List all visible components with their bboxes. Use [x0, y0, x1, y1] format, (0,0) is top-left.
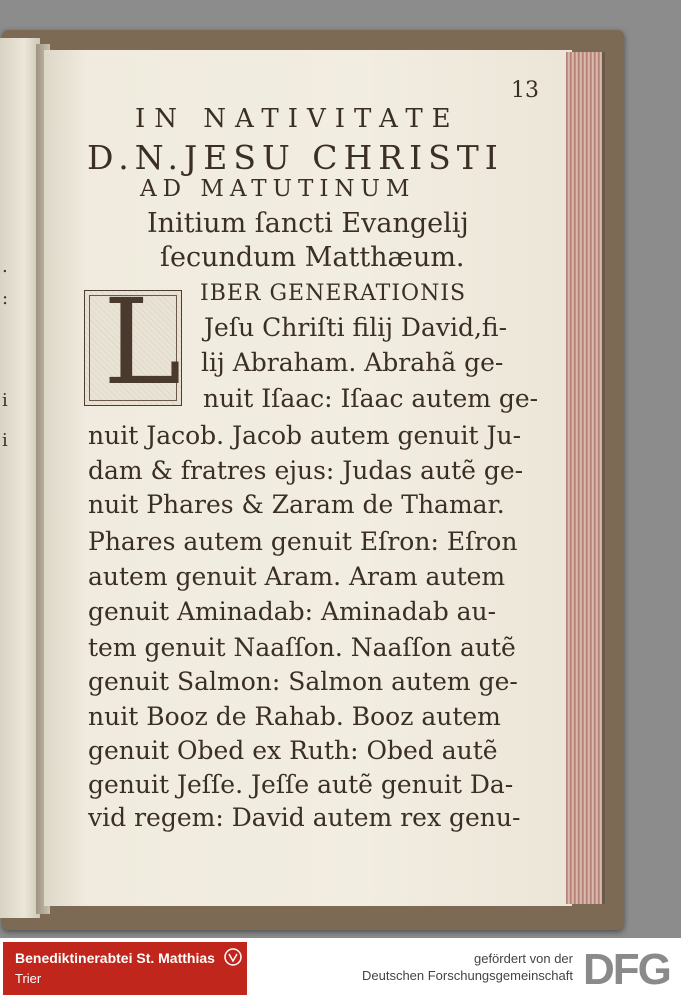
funding-line-2: Deutschen Forschungsgemeinschaft — [361, 968, 573, 983]
institution-name: Benediktinerabtei St. Matthias — [15, 950, 215, 966]
text-line: Jeſu Chriſti filij David,fi- — [204, 313, 508, 342]
text-line: nuit Phares & Zaram de Thamar. — [88, 490, 505, 519]
text-line: IBER GENERATIONIS — [200, 281, 467, 306]
dfg-logo[interactable]: DFG — [583, 945, 670, 994]
heading-line-2: D.N.JESU CHRISTI — [87, 138, 504, 177]
decorated-initial — [84, 273, 182, 411]
text-line: genuit Aminadab: Aminadab au- — [88, 597, 497, 626]
text-line: autem genuit Aram. Aram autem — [88, 562, 506, 591]
text-line: Phares autem genuit Eſron: Eſron — [88, 527, 518, 556]
text-line: dam & fratres ejus: Judas autẽ ge- — [88, 456, 524, 485]
left-page-fragment: . — [2, 256, 8, 277]
subheading-line-1: Initium ſancti Evangelij — [147, 208, 469, 239]
heading-line-3: AD MATUTINUM — [140, 176, 416, 202]
left-page — [0, 38, 40, 918]
initial-letter: L — [103, 273, 182, 411]
text-line: nuit Iſaac: Iſaac autem ge- — [203, 384, 539, 413]
institution-badge[interactable] — [3, 942, 247, 995]
text-line: nuit Jacob. Jacob autem genuit Ju- — [88, 421, 522, 450]
text-line: genuit Obed ex Ruth: Obed autẽ — [88, 736, 498, 765]
page-number: 13 — [511, 78, 539, 103]
text-line: genuit Jeſſe. Jeſſe autẽ genuit Da- — [88, 770, 514, 799]
left-page-fragment: i — [2, 430, 8, 451]
page-edges — [566, 52, 605, 904]
funding-line-1: gefördert von der — [473, 951, 573, 966]
text-line: vid regem: David autem rex genu- — [88, 803, 521, 832]
left-page-fragment: : — [2, 288, 9, 309]
heading-line-1: IN NATIVITATE — [135, 104, 460, 134]
abbey-emblem-icon — [224, 948, 242, 966]
institution-city: Trier — [15, 971, 42, 986]
text-line: tem genuit Naaſſon. Naaſſon autẽ — [88, 633, 516, 662]
left-page-fragment: i — [2, 390, 8, 411]
text-line: genuit Salmon: Salmon autem ge- — [88, 667, 518, 696]
text-line: nuit Booz de Rahab. Booz autem — [88, 702, 501, 731]
subheading-line-2: ſecundum Matthæum. — [160, 242, 465, 273]
text-line: lij Abraham. Abrahã ge- — [201, 348, 504, 377]
